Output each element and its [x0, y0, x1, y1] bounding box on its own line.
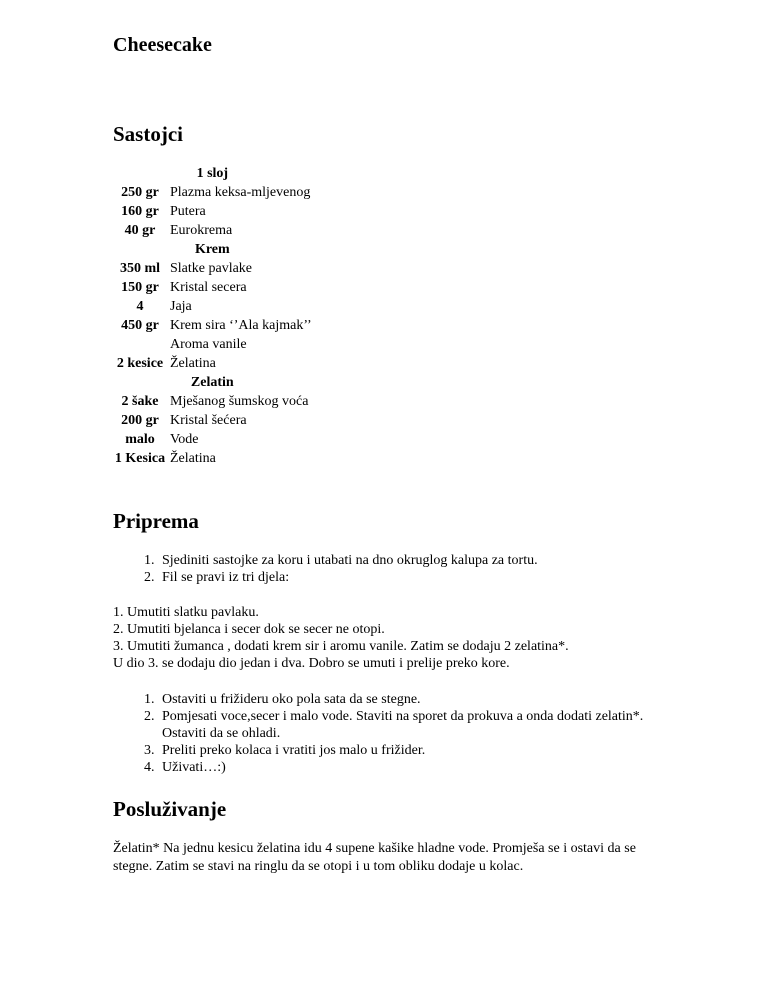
ingredient-quantity: 350 ml	[119, 261, 161, 276]
serving-text: Želatin* Na jednu kesicu želatina idu 4 supene kašike hladne vode. Promješa se i ostavi da se stegne. Zatim se stavi na ringlu da se otopi i u tom obliku dodaje u kolac.	[113, 841, 636, 874]
ingredient-quantity: 200 gr	[121, 413, 159, 428]
ingredient-section-row	[113, 240, 312, 259]
ingredient-section-row	[113, 164, 312, 183]
serving-heading: Posluživanje	[113, 797, 227, 821]
ingredient-quantity: 450 gr	[121, 318, 159, 333]
ingredient-name: Kristal secera	[170, 280, 247, 295]
ingredient-name: Vode	[170, 432, 199, 447]
step-item: 4. Uživati…:)	[158, 759, 658, 776]
ingredient-section-label: Zelatin	[190, 375, 234, 390]
ingredient-name: Krem sira ‘’Ala kajmak’’	[170, 318, 312, 333]
ingredient-row	[113, 278, 312, 297]
ingredient-row	[113, 316, 312, 335]
ingredient-row	[113, 430, 312, 449]
ingredient-name: Slatke pavlake	[170, 261, 253, 276]
ingredient-section-row	[113, 373, 312, 392]
ingredient-section-label: 1 sloj	[196, 166, 229, 181]
ingredient-name: Plazma keksa-mljevenog	[170, 185, 311, 200]
ingredient-name: Aroma vanile	[170, 337, 247, 352]
step-item: 1. Sjediniti sastojke za koru i utabati na dno okruglog kalupa za tortu.	[158, 552, 658, 569]
ingredient-name: Putera	[170, 204, 206, 219]
ingredient-quantity: 160 gr	[121, 204, 159, 219]
ingredient-section-label: Krem	[194, 242, 230, 257]
instruction-line: U dio 3. se dodaju dio jedan i dva. Dobro se umuti i prelije preko kore.	[113, 656, 510, 671]
ingredient-quantity: 4	[136, 299, 144, 314]
ingredient-name: Želatina	[170, 451, 216, 466]
preparation-heading: Priprema	[113, 509, 199, 533]
ingredient-row	[113, 449, 312, 468]
instruction-line: 2. Umutiti bjelanca i secer dok se secer ne otopi.	[113, 622, 385, 637]
ingredient-row	[113, 221, 312, 240]
ingredient-name: Jaja	[170, 299, 192, 314]
step-item: 3. Preliti preko kolaca i vratiti jos malo u frižider.	[158, 742, 658, 759]
ingredient-quantity: 2 šake	[121, 394, 159, 409]
step-item: 2. Pomjesati voce,secer i malo vode. Staviti na sporet da prokuva a onda dodati zelatin*. Ostaviti da se ohladi.	[158, 708, 658, 742]
ingredient-row	[113, 335, 312, 354]
ingredient-quantity: 40 gr	[124, 223, 156, 238]
ingredient-row	[113, 354, 312, 373]
ingredient-name: Kristal šećera	[170, 413, 247, 428]
step-item: 2. Fil se pravi iz tri djela:	[158, 569, 658, 586]
instruction-line: 3. Umutiti žumanca , dodati krem sir i aromu vanile. Zatim se dodaju 2 zelatina*.	[113, 639, 569, 654]
ingredient-row	[113, 202, 312, 221]
finishing-steps-list	[113, 691, 658, 776]
instruction-line: 1. Umutiti slatku pavlaku.	[113, 605, 259, 620]
ingredient-quantity	[113, 335, 170, 354]
ingredient-row	[113, 183, 312, 202]
ingredient-quantity: 1 Kesica	[114, 451, 166, 466]
ingredient-row	[113, 297, 312, 316]
step-item: 1. Ostaviti u frižideru oko pola sata da se stegne.	[158, 691, 658, 708]
ingredients-table	[113, 164, 312, 468]
ingredient-quantity: 250 gr	[121, 185, 159, 200]
ingredient-quantity: malo	[125, 432, 155, 447]
ingredient-name: Eurokrema	[170, 223, 233, 238]
ingredient-row	[113, 259, 312, 278]
recipe-title: Cheesecake	[113, 34, 212, 56]
ingredient-name: Mješanog šumskog voća	[170, 394, 309, 409]
ingredient-name: Želatina	[170, 356, 216, 371]
filling-instructions	[113, 604, 658, 672]
ingredient-quantity: 2 kesice	[116, 356, 164, 371]
ingredient-quantity: 150 gr	[121, 280, 159, 295]
ingredient-row	[113, 411, 312, 430]
ingredients-heading: Sastojci	[113, 122, 183, 146]
ingredient-row	[113, 392, 312, 411]
preparation-steps-list	[113, 552, 658, 586]
